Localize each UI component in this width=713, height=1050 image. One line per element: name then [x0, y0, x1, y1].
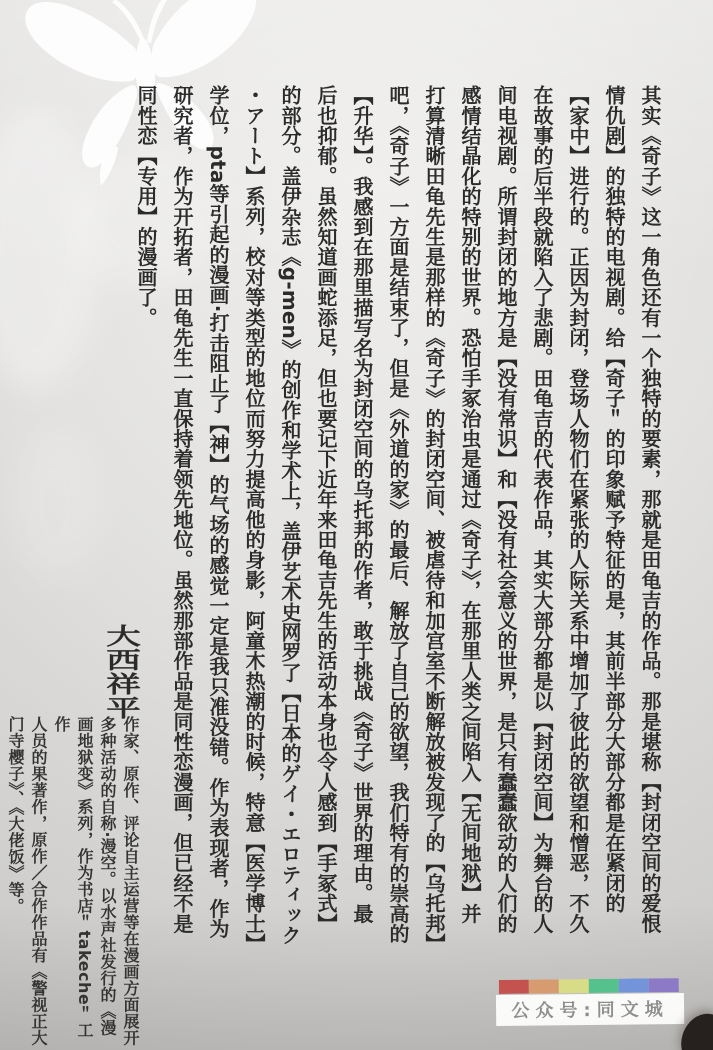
text-column: 打算清晰田龟先生是那样的《奇子》的封闭空间、被虐待和加宫室不断解放被发现了的【乌托邦】	[422, 85, 446, 954]
article-text	[128, 85, 668, 969]
stripe-segment	[529, 979, 559, 993]
text-column: 的部分。盖伊杂志《g-men》的创作和学术上，盖伊艺术史网罗了【日本的ゲイ・エロティック	[278, 85, 302, 946]
text-column: 【升华】。我感到在那里描写名为封闭空间的乌托邦的作者，敢于挑战《奇子》世界的理由。最	[350, 85, 374, 924]
bio-column: 多种活动的自称·漫空。以水声社发行的《漫	[98, 716, 117, 1037]
bio-column: 人员的果著作，原作／合作作品有《警视正大	[29, 716, 48, 1046]
text-column: ・アート】系列，校对等类型的地位而努力提高他的身影，阿童木热潮的时候，特意【医学博士】	[242, 85, 266, 954]
bio-column: 画地狱变》系列，作为书店＂takeche＂工作	[52, 716, 94, 1039]
watermark-label: 公众号:同文城	[496, 993, 684, 1026]
text-column: 研究者，作为开拓者，田龟先生一直保持着领先地位。虽然那部作品是同性恋漫画，但已经不是	[170, 85, 194, 934]
author-name: 大西祥平	[100, 624, 140, 720]
stripe-segment	[649, 978, 679, 992]
text-column: 其实《奇子》这一角色还有一个独特的要素，那就是田龟吉的作品。那是堪称【封闭空间的爱恨	[638, 85, 662, 934]
bio-column: 作家、原作、评论自主运营等在漫画方面展开	[121, 716, 140, 1046]
rainbow-stripe-icon	[499, 978, 679, 994]
text-column: 间电视剧。所谓封闭的地方是【没有常识】和【没有社会意义的世界，是只有蠢蠢欲动的人们的	[494, 85, 518, 934]
stripe-segment	[619, 978, 649, 992]
stripe-segment	[559, 979, 589, 993]
watermark-badge	[496, 978, 684, 1026]
text-column: 【家中】进行的。正因为封闭，登场人物们在紧张的人际关系中增加了彼此的欲望和憎恶，不久	[566, 85, 590, 934]
stripe-segment	[499, 980, 529, 994]
author-bio	[4, 716, 142, 1050]
paper-texture-highlight	[10, 430, 100, 580]
text-column: 情仇剧】的独特的电视剧。给【奇子＂的印象赋予特征的是，其前半部分大部分都是在紧闭的	[602, 85, 626, 914]
text-column: 感情结晶化的特别的世界。恐怕手冢治虫是通过《奇子》，在那里人类之间陷入【无间地狱】并	[458, 85, 482, 924]
stripe-segment	[589, 979, 619, 993]
text-column: 在故事的后半段就陷入了悲剧。田龟吉的代表作品，其实大部分都是以【封闭空间】为舞台的人	[530, 85, 554, 934]
text-column: 吧，《奇子》一方面是结束了，但是《外道的家》的最后、解放了自己的欲望，我们特有的崇高的	[386, 85, 410, 944]
text-column: 同性恋【专用】的漫画了。	[134, 85, 158, 328]
text-column: 后也抑郁。虽然知道画蛇添足，但也要记下近年来田龟吉先生的活动本身也令人感到【手冢式】	[314, 85, 338, 934]
text-column: 学位，pta等引起的漫画·打击阻止了【神】的气场的感觉一定是我只准没错。作为表现者，作为	[206, 85, 230, 939]
bio-column: 门寺樱子》、《大佬饭》等。	[6, 716, 25, 915]
